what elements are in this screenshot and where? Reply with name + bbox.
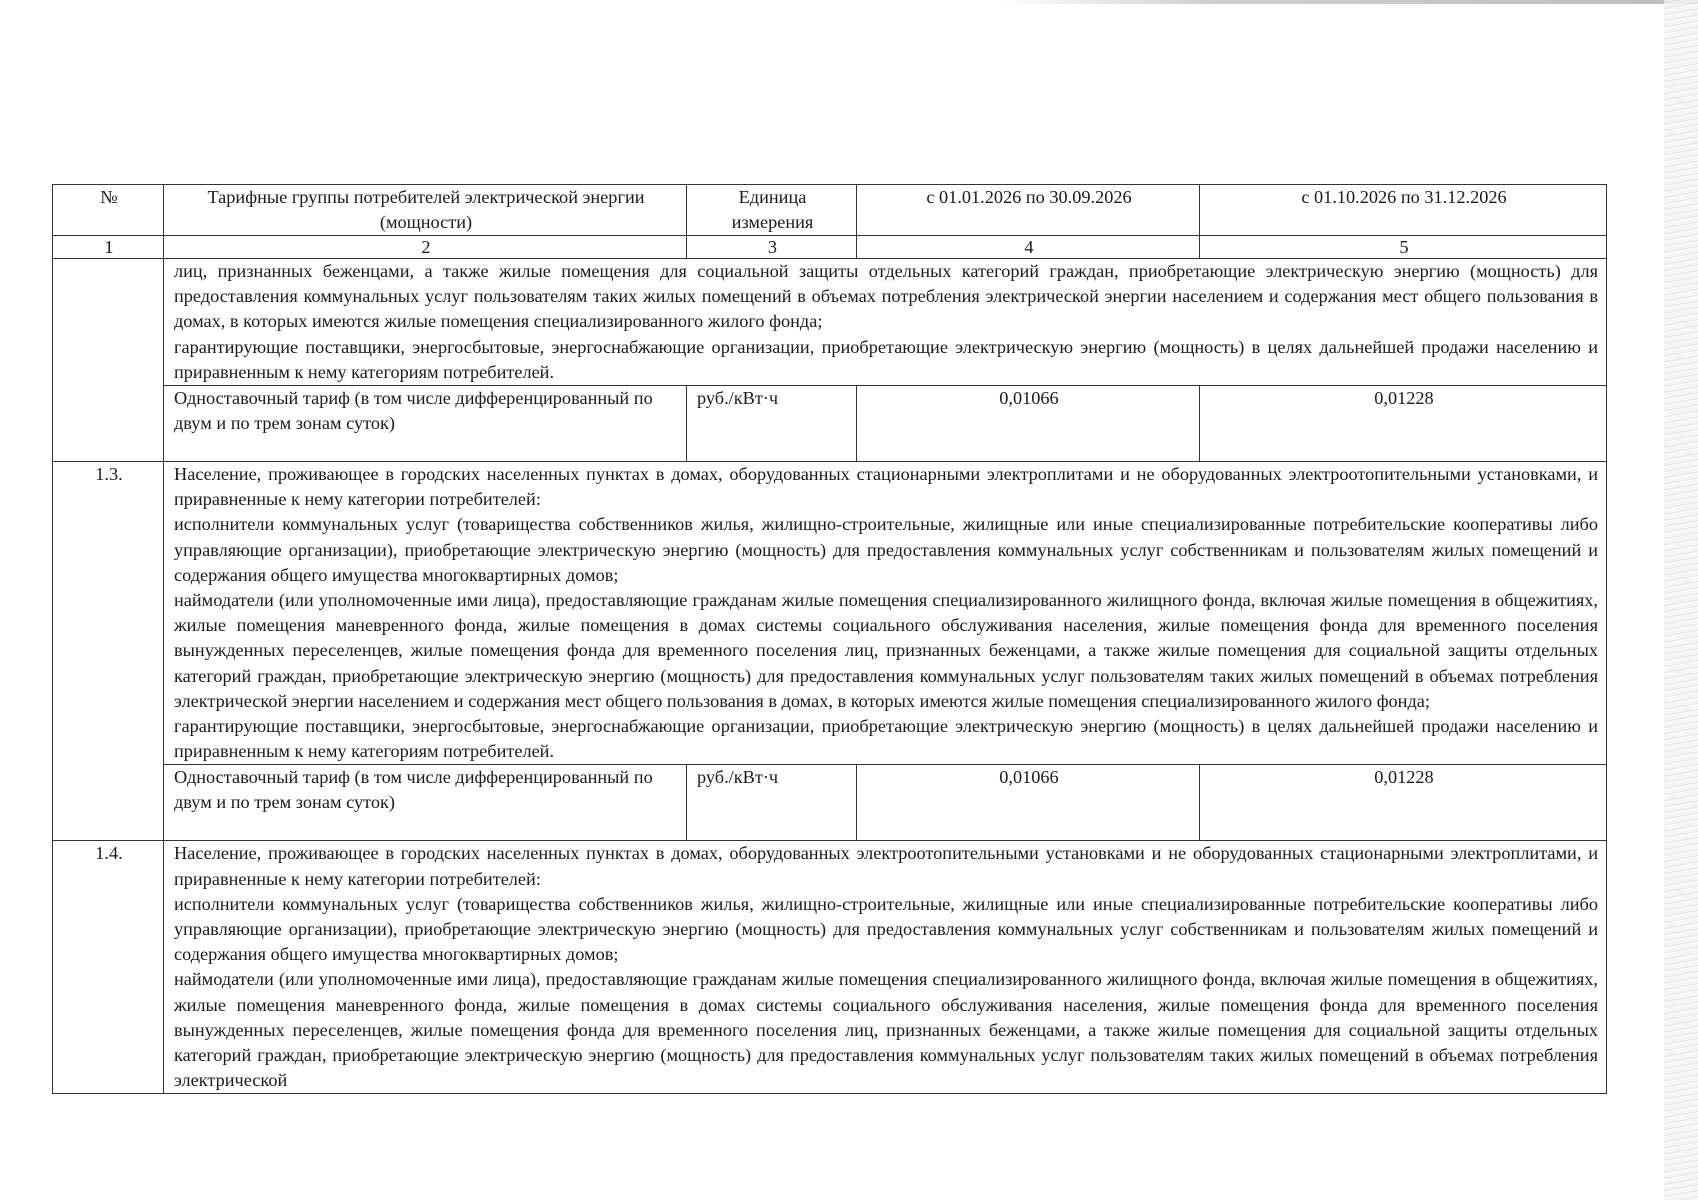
header-unit: Единица измерения — [687, 185, 857, 236]
table-row — [53, 259, 1607, 386]
column-number-row — [53, 236, 1607, 259]
header-tariff-group: Тарифные группы потребителей электрической энергии (мощности) — [164, 185, 687, 236]
description-paragraph: исполнители коммунальных услуг (товарищества собственников жилья, жилищно-строительные, жилищные или иные специализированные потребительские кооперативы либо управляющие организации), приобретающие электрическую энергию (мощность) для предоставления коммунальных услуг собственникам и пользователям жилых помещений и содержания общего имущества многоквартирных домов; — [174, 893, 1598, 965]
column-number: 5 — [1200, 236, 1607, 259]
tariff-value-period-1: 0,01066 — [857, 386, 1200, 462]
scan-edge-right — [1664, 0, 1698, 1200]
category-description — [164, 462, 1607, 765]
column-number: 1 — [53, 236, 164, 259]
description-paragraph: наймодатели (или уполномоченные ими лица), предоставляющие гражданам жилые помещения специализированного жилищного фонда, включая жилые помещения в общежитиях, жилые помещения маневренного фонда, жилые помещения в домах системы социального обслуживания населения, жилые помещения фонда для временного поселения вынужденных переселенцев, жилые помещения фонда для временного поселения лиц, признанных беженцами, а также жилые помещения для социальной защиты отдельных категорий граждан, приобретающие электрическую энергию (мощность) для предоставления коммунальных услуг пользователям таких жилых помещений в объемах потребления электрической энергии населением и содержания мест общего пользования в домах, в которых имеются жилые помещения специализированного жилого фонда; — [174, 590, 1598, 711]
tariff-value-period-2: 0,01228 — [1200, 386, 1607, 462]
description-paragraph: исполнители коммунальных услуг (товарищества собственников жилья, жилищно-строительные, жилищные или иные специализированные потребительские кооперативы либо управляющие организации), приобретающие электрическую энергию (мощность) для предоставления коммунальных услуг собственникам и пользователям жилых помещений и содержания общего имущества многоквартирных домов; — [174, 514, 1598, 585]
tariff-unit: руб./кВт·ч — [687, 765, 857, 841]
column-number: 3 — [687, 236, 857, 259]
description-paragraph: Население, проживающее в городских населенных пунктах в домах, оборудованных стационарными электроплитами и не оборудованных электроотопительными установками, и приравненные к нему категории потребителей: — [174, 464, 1598, 510]
description-paragraph: лиц, признанных беженцами, а также жилые помещения для социальной защиты отдельных категорий граждан, приобретающие электрическую энергию (мощность) для предоставления коммунальных услуг пользователям таких жилых помещений в объемах потребления электрической энергии населением и содержания мест общего пользования в домах, в которых имеются жилые помещения специализированного жилого фонда; — [174, 261, 1598, 332]
header-period-1: с 01.01.2026 по 30.09.2026 — [857, 185, 1200, 236]
category-description — [164, 841, 1607, 1094]
table-header-row — [53, 185, 1607, 236]
row-number: 1.4. — [53, 841, 164, 1094]
row-number — [53, 259, 164, 462]
category-description — [164, 259, 1607, 386]
tariff-value-period-2: 0,01228 — [1200, 765, 1607, 841]
tariff-table — [52, 184, 1607, 1094]
scan-shadow-top — [1000, 0, 1698, 4]
header-number: № — [53, 185, 164, 236]
description-paragraph: гарантирующие поставщики, энергосбытовые, энергоснабжающие организации, приобретающие электрическую энергию (мощность) в целях дальнейшей продажи населению и приравненным к нему категориям потребителей. — [174, 336, 1598, 382]
description-paragraph: Население, проживающее в городских населенных пунктах в домах, оборудованных электроотопительными установками и не оборудованных стационарными электроплитами, и приравненные к нему категории потребителей: — [174, 843, 1598, 889]
tariff-row — [53, 765, 1607, 841]
tariff-unit: руб./кВт·ч — [687, 386, 857, 462]
description-paragraph: гарантирующие поставщики, энергосбытовые, энергоснабжающие организации, приобретающие электрическую энергию (мощность) в целях дальнейшей продажи населению и приравненным к нему категориям потребителей. — [174, 716, 1598, 762]
header-period-2: с 01.10.2026 по 31.12.2026 — [1200, 185, 1607, 236]
table-row — [53, 841, 1607, 1094]
tariff-row — [53, 386, 1607, 462]
column-number: 4 — [857, 236, 1200, 259]
tariff-name: Одноставочный тариф (в том числе дифференцированный по двум и по трем зонам суток) — [164, 386, 687, 462]
tariff-name: Одноставочный тариф (в том числе дифференцированный по двум и по трем зонам суток) — [164, 765, 687, 841]
column-number: 2 — [164, 236, 687, 259]
row-number: 1.3. — [53, 462, 164, 841]
tariff-value-period-1: 0,01066 — [857, 765, 1200, 841]
table-row — [53, 462, 1607, 765]
description-paragraph: наймодатели (или уполномоченные ими лица), предоставляющие гражданам жилые помещения специализированного жилищного фонда, включая жилые помещения в общежитиях, жилые помещения маневренного фонда, жилые помещения в домах системы социального обслуживания населения, жилые помещения фонда для временного поселения вынужденных переселенцев, жилые помещения фонда для временного поселения лиц, признанных беженцами, а также жилые помещения для социальной защиты отдельных категорий граждан, приобретающие электрическую энергию (мощность) для предоставления коммунальных услуг пользователям таких жилых помещений в объемах потребления электрической — [174, 969, 1598, 1091]
